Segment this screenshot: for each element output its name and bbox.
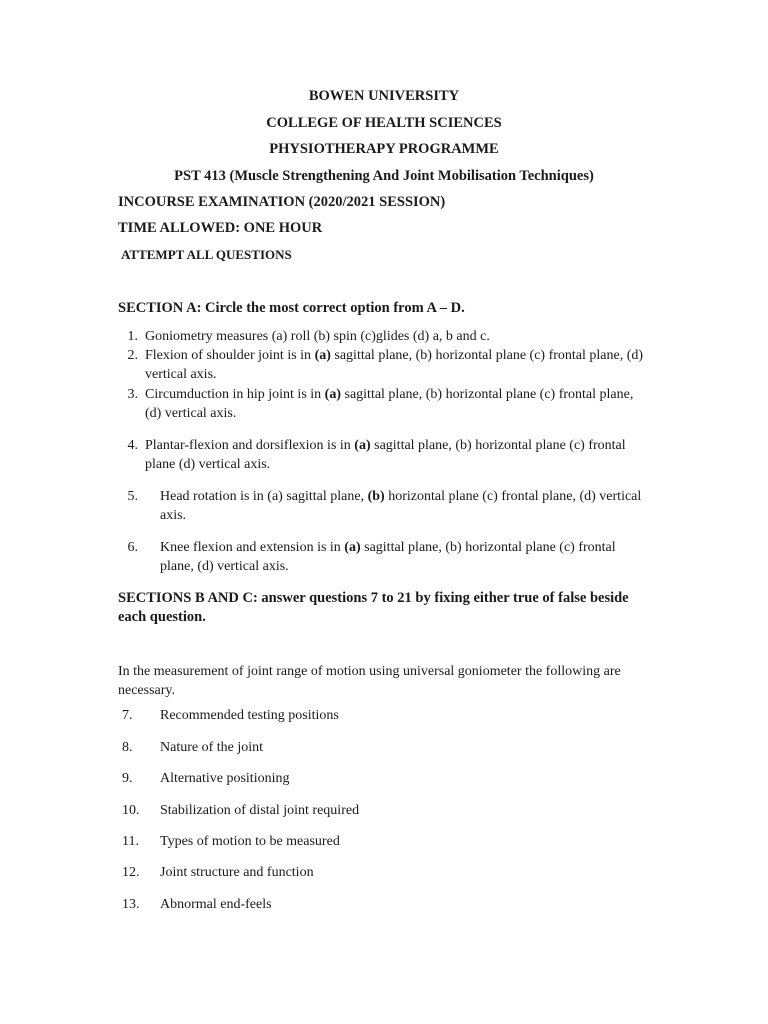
question-number: 7. [122, 708, 133, 723]
section-bc-title: SECTIONS B AND C: answer questions 7 to 21 by fixing either true of false beside each question. [118, 590, 629, 625]
exam-title: INCOURSE EXAMINATION (2020/2021 SESSION) [118, 194, 446, 210]
question-2 [118, 347, 658, 384]
question-number: 4. [127, 438, 138, 453]
question-text: Abnormal end-feels [160, 897, 272, 912]
time-allowed: TIME ALLOWED: ONE HOUR [118, 220, 323, 236]
question-text: Goniometry measures (a) roll (b) spin (c)glides (d) a, b and c. [145, 329, 490, 344]
question-text: Alternative positioning [160, 771, 290, 786]
question-text: Joint structure and function [160, 865, 314, 880]
question-number: 1. [127, 329, 138, 344]
course-title: PST 413 (Muscle Strengthening And Joint Mobilisation Techniques) [174, 168, 594, 184]
question-text: Circumduction in hip joint is in (a) sagittal plane, (b) horizontal plane (c) frontal plane, (d) vertical axis. [145, 387, 634, 421]
question-number: 8. [122, 740, 133, 755]
attempt-instruction: ATTEMPT ALL QUESTIONS [121, 247, 292, 262]
question-6 [118, 539, 658, 576]
question-text: Head rotation is in (a) sagittal plane, (b) horizontal plane (c) frontal plane, (d) vertical axis. [160, 489, 642, 523]
question-text: Recommended testing positions [160, 708, 339, 723]
programme-name: PHYSIOTHERAPY PROGRAMME [269, 141, 499, 157]
question-number: 12. [122, 865, 140, 880]
question-number: 2. [127, 348, 138, 363]
question-number: 3. [127, 387, 138, 402]
question-number: 11. [122, 834, 139, 849]
section-a-title: SECTION A: Circle the most correct option from A – D. [118, 300, 465, 316]
university-name: BOWEN UNIVERSITY [308, 88, 460, 104]
question-text: Flexion of shoulder joint is in (a) sagittal plane, (b) horizontal plane (c) frontal plane, (d) vertical axis. [145, 348, 644, 382]
question-text: Plantar-flexion and dorsiflexion is in (a) sagittal plane, (b) horizontal plane (c) frontal plane (d) vertical axis. [145, 438, 626, 472]
question-5 [118, 488, 658, 525]
question-number: 13. [122, 897, 140, 912]
question-text: Nature of the joint [160, 740, 264, 755]
question-3 [118, 386, 658, 423]
question-1 [118, 328, 658, 347]
question-text: Knee flexion and extension is in (a) sagittal plane, (b) horizontal plane (c) frontal plane, (d) vertical axis. [160, 540, 616, 574]
question-number: 10. [122, 803, 140, 818]
question-4 [118, 437, 658, 474]
question-number: 6. [127, 540, 138, 555]
question-number: 9. [122, 771, 133, 786]
question-text: Stabilization of distal joint required [160, 803, 360, 818]
question-number: 5. [127, 489, 138, 504]
section-bc-intro: In the measurement of joint range of motion using universal goniometer the following are necessary. [118, 664, 621, 698]
college-name: COLLEGE OF HEALTH SCIENCES [266, 115, 502, 131]
question-text: Types of motion to be measured [160, 834, 340, 849]
